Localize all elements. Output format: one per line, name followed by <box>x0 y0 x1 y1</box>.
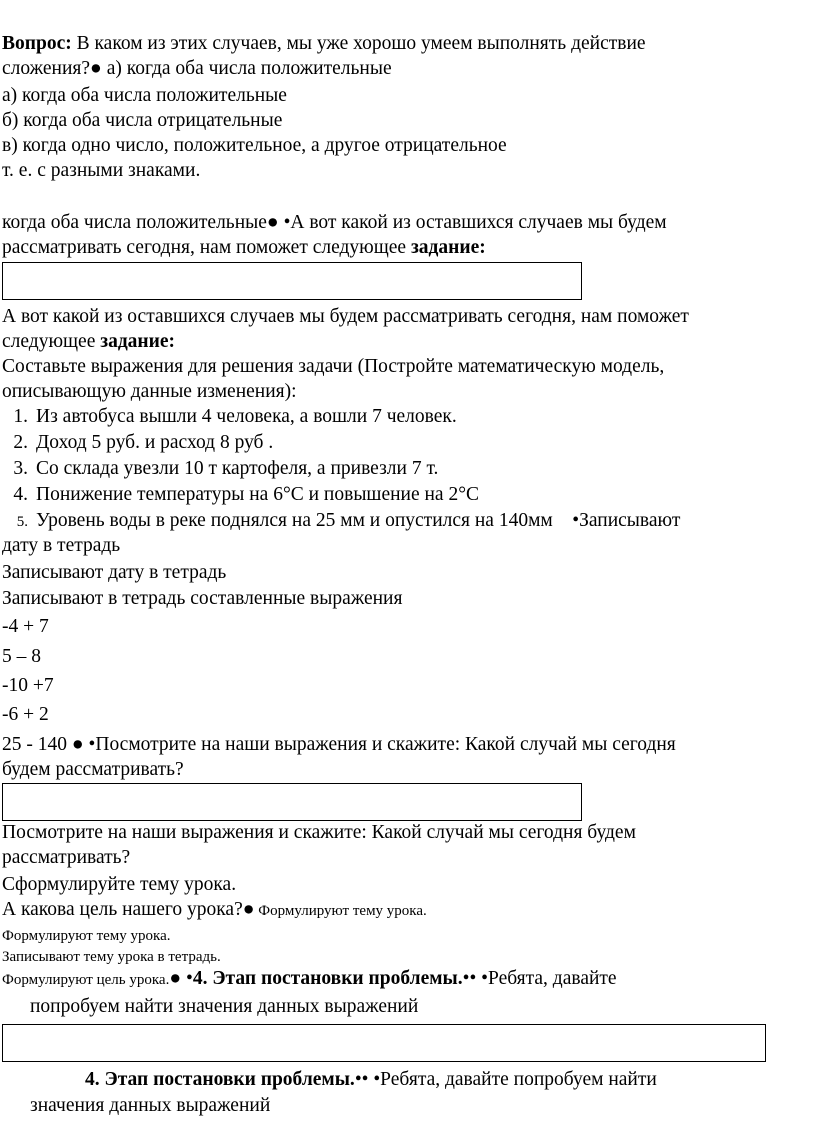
look-line-2: будем рассматривать? <box>2 759 184 780</box>
small-text-2: Записывают тему урока в тетрадь. <box>2 949 221 965</box>
bullet-icon: ● <box>90 58 102 79</box>
list-item: 3. Со склада увезли 10 т картофеля, а привезли 7 т. <box>13 458 439 479</box>
look2-line-2: рассматривать? <box>2 847 131 868</box>
expression-item-5: 25 - 140 ● •Посмотрите на наши выражения и скажите: Какой случай мы сегодня <box>2 734 676 755</box>
bullet-icon: • <box>373 1069 381 1090</box>
list-item: 2. Доход 5 руб. и расход 8 руб . <box>13 432 274 453</box>
expression-item: -4 + 7 <box>2 616 49 637</box>
task5-cont: дату в тетрадь <box>2 535 121 556</box>
question-label: Вопрос: <box>2 33 72 54</box>
bullet-icon: • <box>354 1069 362 1090</box>
expression-item: 5 – 8 <box>2 646 41 667</box>
final-line-2: значения данных выражений <box>30 1095 271 1116</box>
stage-cont: попробуем найти значения данных выражений <box>30 996 419 1017</box>
final-line-1: 4. Этап постановки проблемы.•• •Ребята, давайте попробуем найти <box>85 1069 657 1090</box>
list-item: 5. Уровень воды в реке поднялся на 25 мм и опустился на 140мм •Записывают <box>16 510 681 531</box>
task-intro-line-1: А вот какой из оставшихся случаев мы будем рассматривать сегодня, нам поможет <box>2 306 689 327</box>
bullet-icon: ● <box>242 899 255 920</box>
bullet-icon: • <box>481 968 488 989</box>
answer-box-2[interactable] <box>2 783 582 821</box>
bullet-icon: • <box>185 968 193 989</box>
small-text-1: Формулируют тему урока. <box>2 928 171 944</box>
task-intro-line-2: следующее задание: <box>2 331 176 352</box>
bullet-icon: • <box>572 510 580 531</box>
task-text-2: описывающую данные изменения): <box>2 381 297 402</box>
bullet-icon: ● <box>169 968 182 989</box>
option-b: б) когда оба числа отрицательные <box>2 110 283 131</box>
bullet-icon: • <box>469 968 477 989</box>
option-c-cont: т. е. с разными знаками. <box>2 160 201 181</box>
bullet-icon: • <box>88 734 96 755</box>
answer-box-3[interactable] <box>2 1024 766 1062</box>
list-item: 4. Понижение температуры на 6°С и повышение на 2°С <box>13 484 480 505</box>
bullet-icon: ● <box>71 734 84 755</box>
topic-prompt: Сформулируйте тему урока. <box>2 874 237 895</box>
write-expressions: Записывают в тетрадь составленные выражения <box>2 588 403 609</box>
task-text-1: Составьте выражения для решения задачи (Постройте математическую модель, <box>2 356 665 377</box>
bullet-icon: • <box>361 1069 369 1090</box>
answer-line-1: когда оба числа положительные● •А вот какой из оставшихся случаев мы будем <box>2 212 667 233</box>
answer-line-2: рассматривать сегодня, нам поможет следующее задание: <box>2 237 486 258</box>
bullet-icon: • <box>462 968 470 989</box>
question-line-2: сложения?● а) когда оба числа положительные <box>2 58 392 79</box>
answer-box-1[interactable] <box>2 262 582 300</box>
question-line-1: Вопрос: В каком из этих случаев, мы уже хорошо умеем выполнять действие <box>2 33 646 54</box>
stage-line: Формулируют цель урока.● •4. Этап постановки проблемы.•• •Ребята, давайте <box>2 968 617 989</box>
write-date: Записывают дату в тетрадь <box>2 562 227 583</box>
look2-line-1: Посмотрите на наши выражения и скажите: Какой случай мы сегодня будем <box>2 822 636 843</box>
expression-item: -6 + 2 <box>2 704 49 725</box>
expression-item: -10 +7 <box>2 675 54 696</box>
bullet-icon: ● <box>266 212 279 233</box>
bullet-icon: • <box>283 212 291 233</box>
goal-line: А какова цель нашего урока?● Формулируют тему урока. <box>2 899 427 920</box>
option-c: в) когда одно число, положительное, а другое отрицательное <box>2 135 507 156</box>
list-item: 1. Из автобуса вышли 4 человека, а вошли 7 человек. <box>13 406 457 427</box>
option-a: а) когда оба числа положительные <box>2 85 287 106</box>
